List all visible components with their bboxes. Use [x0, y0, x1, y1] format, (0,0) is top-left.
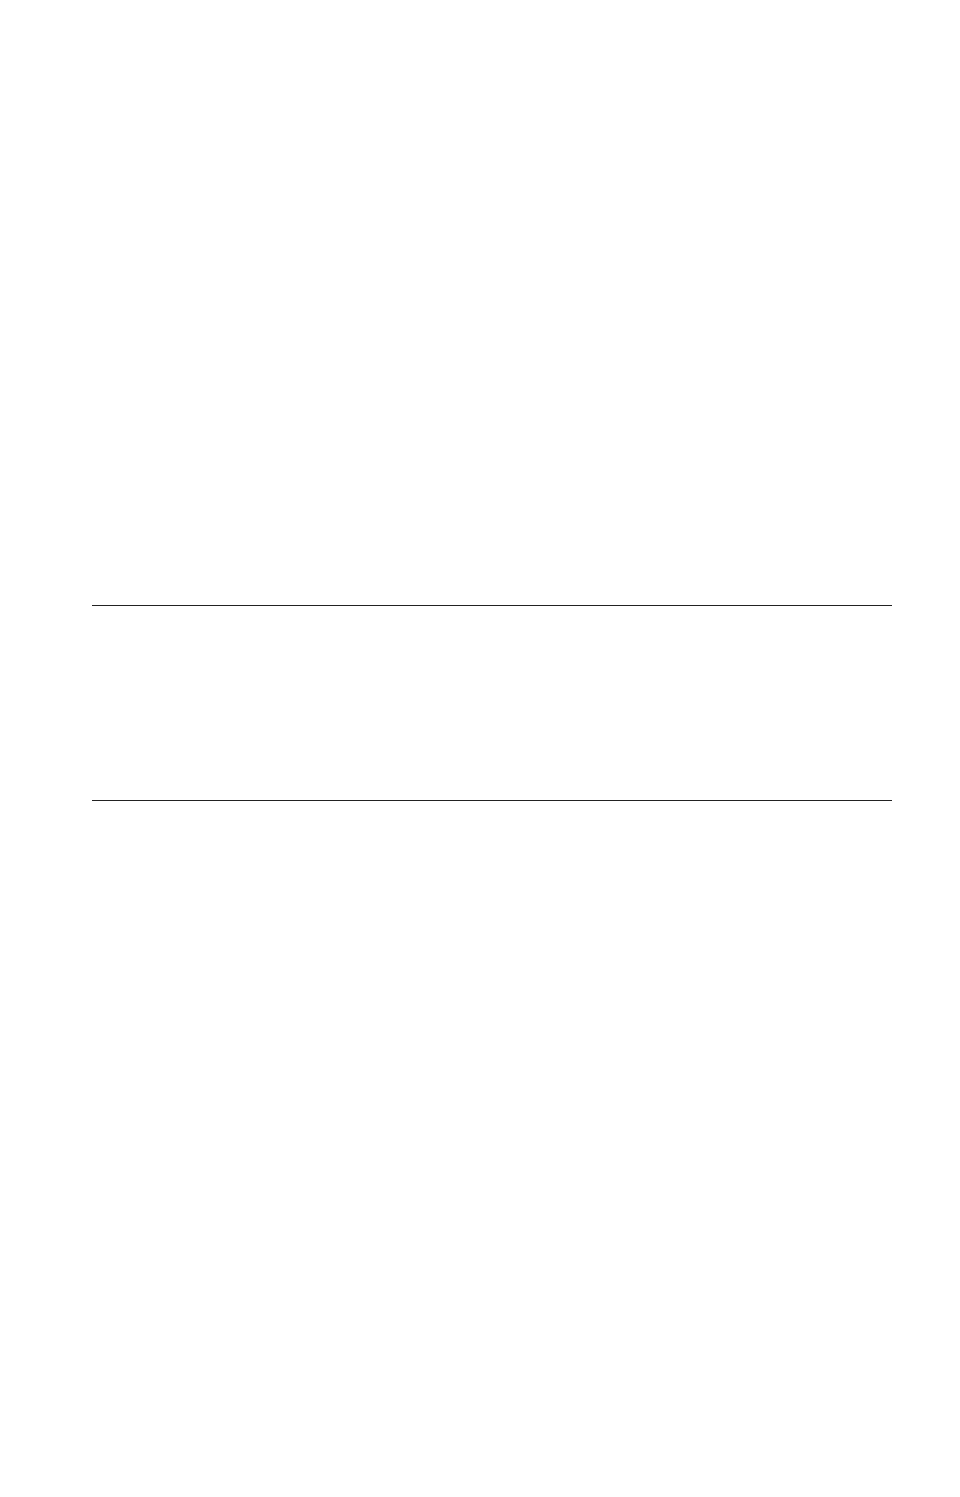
divider-rule-bottom	[92, 800, 892, 801]
divider-rule-top	[92, 605, 892, 606]
